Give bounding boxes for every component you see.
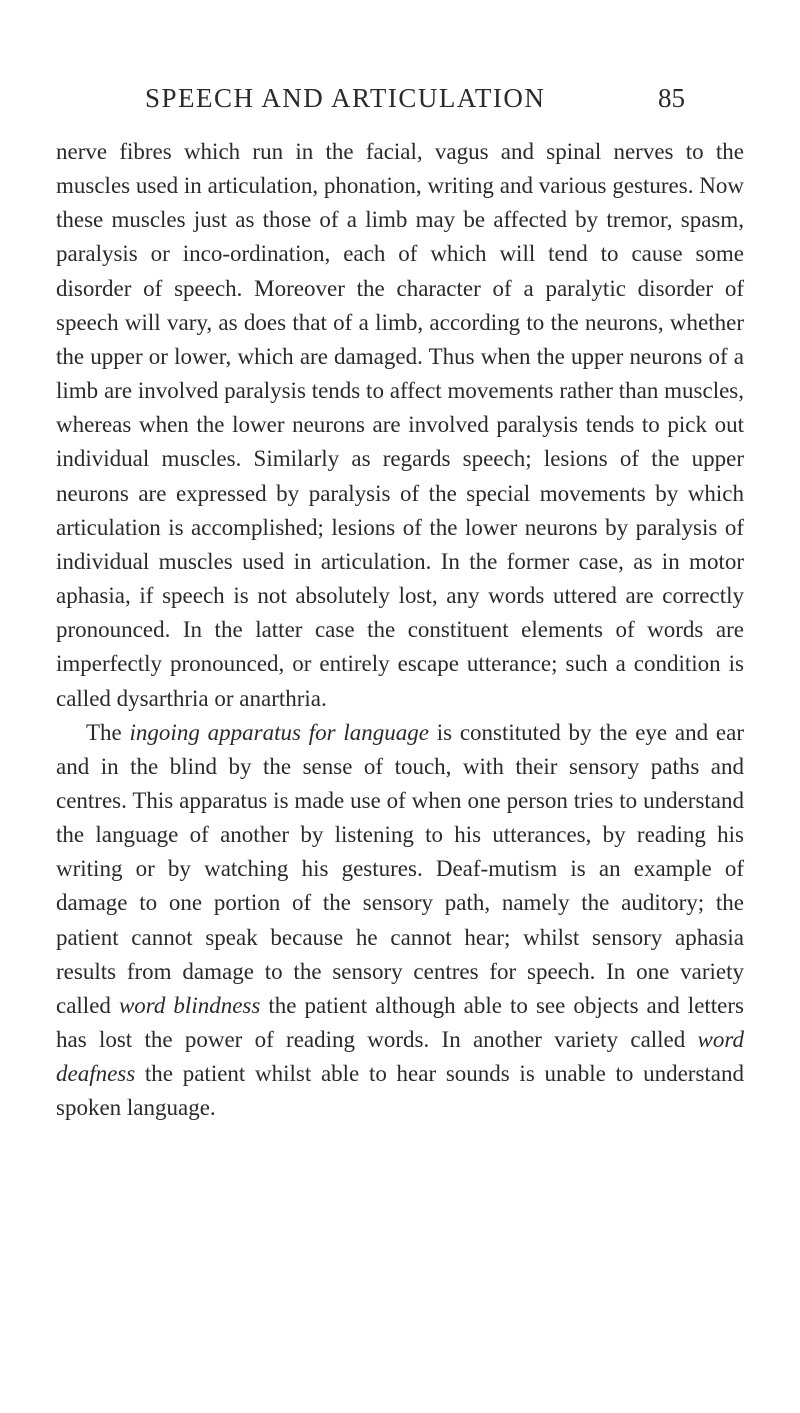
body-text — [56, 135, 744, 1126]
paragraph-1-text: nerve fibres which run in the facial, vagus and spinal nerves to the muscles used in articulation, phonation, writing and various gestures. Now these muscles just as those of a limb may be affected by tremor, spasm, paralysis or inco-ordination, each of which will tend to cause some disorder of speech. Moreover the character of a paralytic disorder of speech will vary, as does that of a limb, according to the neurons, whether the upper or lower, which are damaged. Thus when the upper neurons of a limb are involved paralysis tends to affect movements rather than muscles, whereas when the lower neurons are involved paralysis tends to pick out individual muscles. Similarly as regards speech; lesions of the upper neurons are expressed by paralysis of the special movements by which articulation is accomplished; lesions of the lower neurons by paralysis of individual muscles used in articulation. In the former case, as in motor aphasia, if speech is not absolutely lost, any words uttered are correctly pronounced. In the latter case the constituent elements of words are imperfectly pronounced, or entirely escape utterance; such a condition is called dysarthria or anarthria. — [56, 139, 744, 711]
term-ingoing-apparatus: ingoing apparatus for language — [129, 719, 429, 745]
term-word-blindness: word blindness — [118, 992, 261, 1018]
running-title: SPEECH AND ARTICULATION — [145, 83, 546, 113]
paragraph-2-text-d: the patient whilst able to hear sounds is unable to understand spoken language. — [56, 1061, 744, 1121]
paragraph-2-text-a: The — [86, 719, 130, 745]
term-word-deafness: word deafness — [56, 1027, 744, 1087]
paragraph-2-text-b: is constituted by the eye and ear and in the blind by the sense of touch, with their sensory paths and centres. This apparatus is made use of when one person tries to understand the language of another by listening to his utterances, by reading his writing or by watching his gestures. Deaf-mutism is an example of damage to one portion of the sensory path, namely the auditory; the patient cannot speak because he cannot hear; whilst sensory aphasia results from damage to the sensory centres for speech. In one variety called — [56, 719, 744, 1018]
paragraph-2-text-c: the patient although able to see objects and letters has lost the power of reading words. In another variety called — [56, 992, 745, 1053]
page-number: 85 — [658, 83, 685, 113]
paragraph-1 — [56, 135, 744, 716]
paragraph-2 — [56, 716, 744, 1126]
